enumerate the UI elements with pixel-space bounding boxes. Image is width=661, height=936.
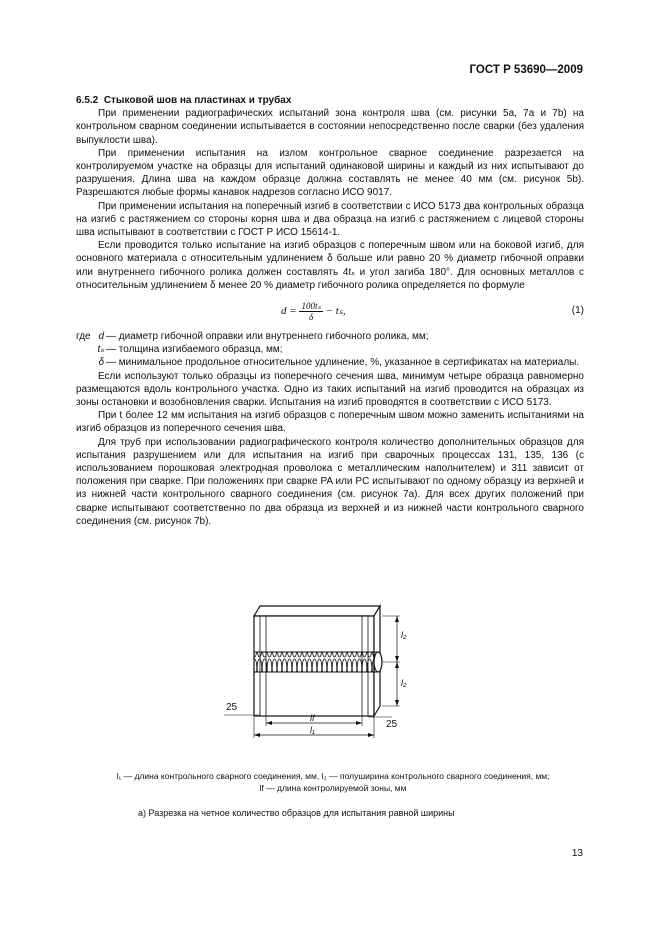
legend-line: lf — длина контролируемой зоны, мм (259, 783, 407, 793)
definition-item (76, 330, 584, 343)
figure-caption: а) Разрезка на четное количество образцов для испытания равной ширины (138, 808, 455, 818)
definitions (76, 330, 584, 370)
definition-symbol: tₛ (97, 344, 104, 356)
formula-numerator: 100tₛ (301, 301, 321, 312)
definition-text: — минимальное продольное относительное удлинение, %, указанное в сертификатах на материалы. (106, 357, 580, 369)
definition-text: — диаметр гибочной оправки или внутреннего гибочного ролика, мм; (106, 331, 429, 343)
paragraph: Если проводится только испытание на изгиб образцов с поперечным швом или на боковой изгиб, для основного материала с относительным удлинением δ больше или равно 20 % диаметр гибочной оправки или внутреннего гибочного ролика должен составлять 4tₛ и угол загиба 180°. Для основных металлов с относительным удлинением δ менее 20 % диаметр гибочного ролика определяется по формуле (76, 240, 584, 291)
figure-legend (88, 770, 578, 794)
paragraph: При применении испытания на поперечный изгиб в соответствии с ИСО 5173 два контрольных образца на изгиб с растяжением со стороны корня шва и два образца на изгиб с растяжением с лицевой стороны шва испытывают в соответствии с ГОСТ Р ИСО 15614-1. (76, 200, 584, 239)
definition-text: — толщина изгибаемого образца, мм; (106, 344, 283, 356)
formula-lhs: d = (281, 305, 297, 318)
formula-number: (1) (571, 305, 584, 317)
section-number: 6.5.2 (76, 95, 99, 106)
definition-item (76, 356, 584, 369)
dim-left-label: 25 (226, 702, 238, 713)
definition-symbol: δ (98, 357, 104, 369)
lf-label: lf (310, 713, 315, 723)
definition-item (76, 343, 584, 356)
formula-fraction (299, 301, 322, 322)
section-title: Стыковой шов на пластинах и трубах (103, 95, 292, 106)
paragraph: При t более 12 мм испытания на изгиб образцов с поперечным швом можно заменить испытаниями на изгиб образцов из поперечного сечения шва. (76, 410, 584, 435)
formula (281, 301, 346, 322)
definition-prefix: где (76, 331, 91, 343)
formula-denominator: δ (309, 312, 314, 323)
paragraph: При применении испытания на излом контрольное сварное соединение разрезается на контролируемом участке на образцы для испытаний одинаковой ширины и каждый из них испытывают до разрушения. Длина шва на каждом образце должна составлять не менее 40 мм (см. рисунок 5b). Разрешаются любые формы канавок надрезов согласно ИСО 9017. (76, 147, 584, 199)
l2-bottom-label: l₂ (401, 678, 407, 688)
paragraph: Если используют только образцы из поперечного сечения шва, минимум четыре образца равномерно размещаются вдоль контрольного участка. Одно из таких испытаний на изгиб проводится на образцах из зоны остановки и возобновления сварки. Испытания на изгиб проводятся в соответствии с ИСО 5173. (76, 370, 584, 409)
page-number: 13 (571, 848, 583, 859)
l1-label: l₁ (310, 725, 315, 735)
legend-line: l₁ — длина контрольного сварного соединения, мм, l₂ — полуширина контрольного сварного соединения, мм; (116, 771, 550, 781)
l2-top-label: l₂ (401, 630, 407, 640)
definition-symbol: d (98, 331, 104, 343)
dim-right-label: 25 (386, 719, 398, 730)
paragraph: Для труб при использовании радиографического контроля количество дополнительных образцов для испытания разрушением или для испытания на изгиб при сварочных процессах 131, 135, 136 (с использованием порошковая электродная проволока с металлическим наполнителем) и 311 зависит от положения при сварке. При положениях при сварке PA или PC испытывают по одному образцу из верхней и из нижней части контрольного сварного соединения (см. рисунок 7а). Для всех других положений при сварке испытывают соответственно по два образца из верхней и из нижней части контрольного сварного соединения (см. рисунок 7b). (76, 436, 584, 527)
specimen-cutting-diagram (222, 598, 432, 758)
formula-block (76, 296, 584, 326)
document-body (76, 94, 584, 528)
standard-header: ГОСТ Р 53690—2009 (469, 64, 583, 76)
section-heading (76, 94, 584, 107)
paragraph: При применении радиографических испытаний зона контроля шва (см. рисунки 5а, 7а и 7b) на контрольном сварном соединении испытывается в состоянии непосредственно после сварки (без удаления выпуклости шва). (76, 108, 584, 146)
formula-rest: − tₛ, (325, 305, 346, 318)
